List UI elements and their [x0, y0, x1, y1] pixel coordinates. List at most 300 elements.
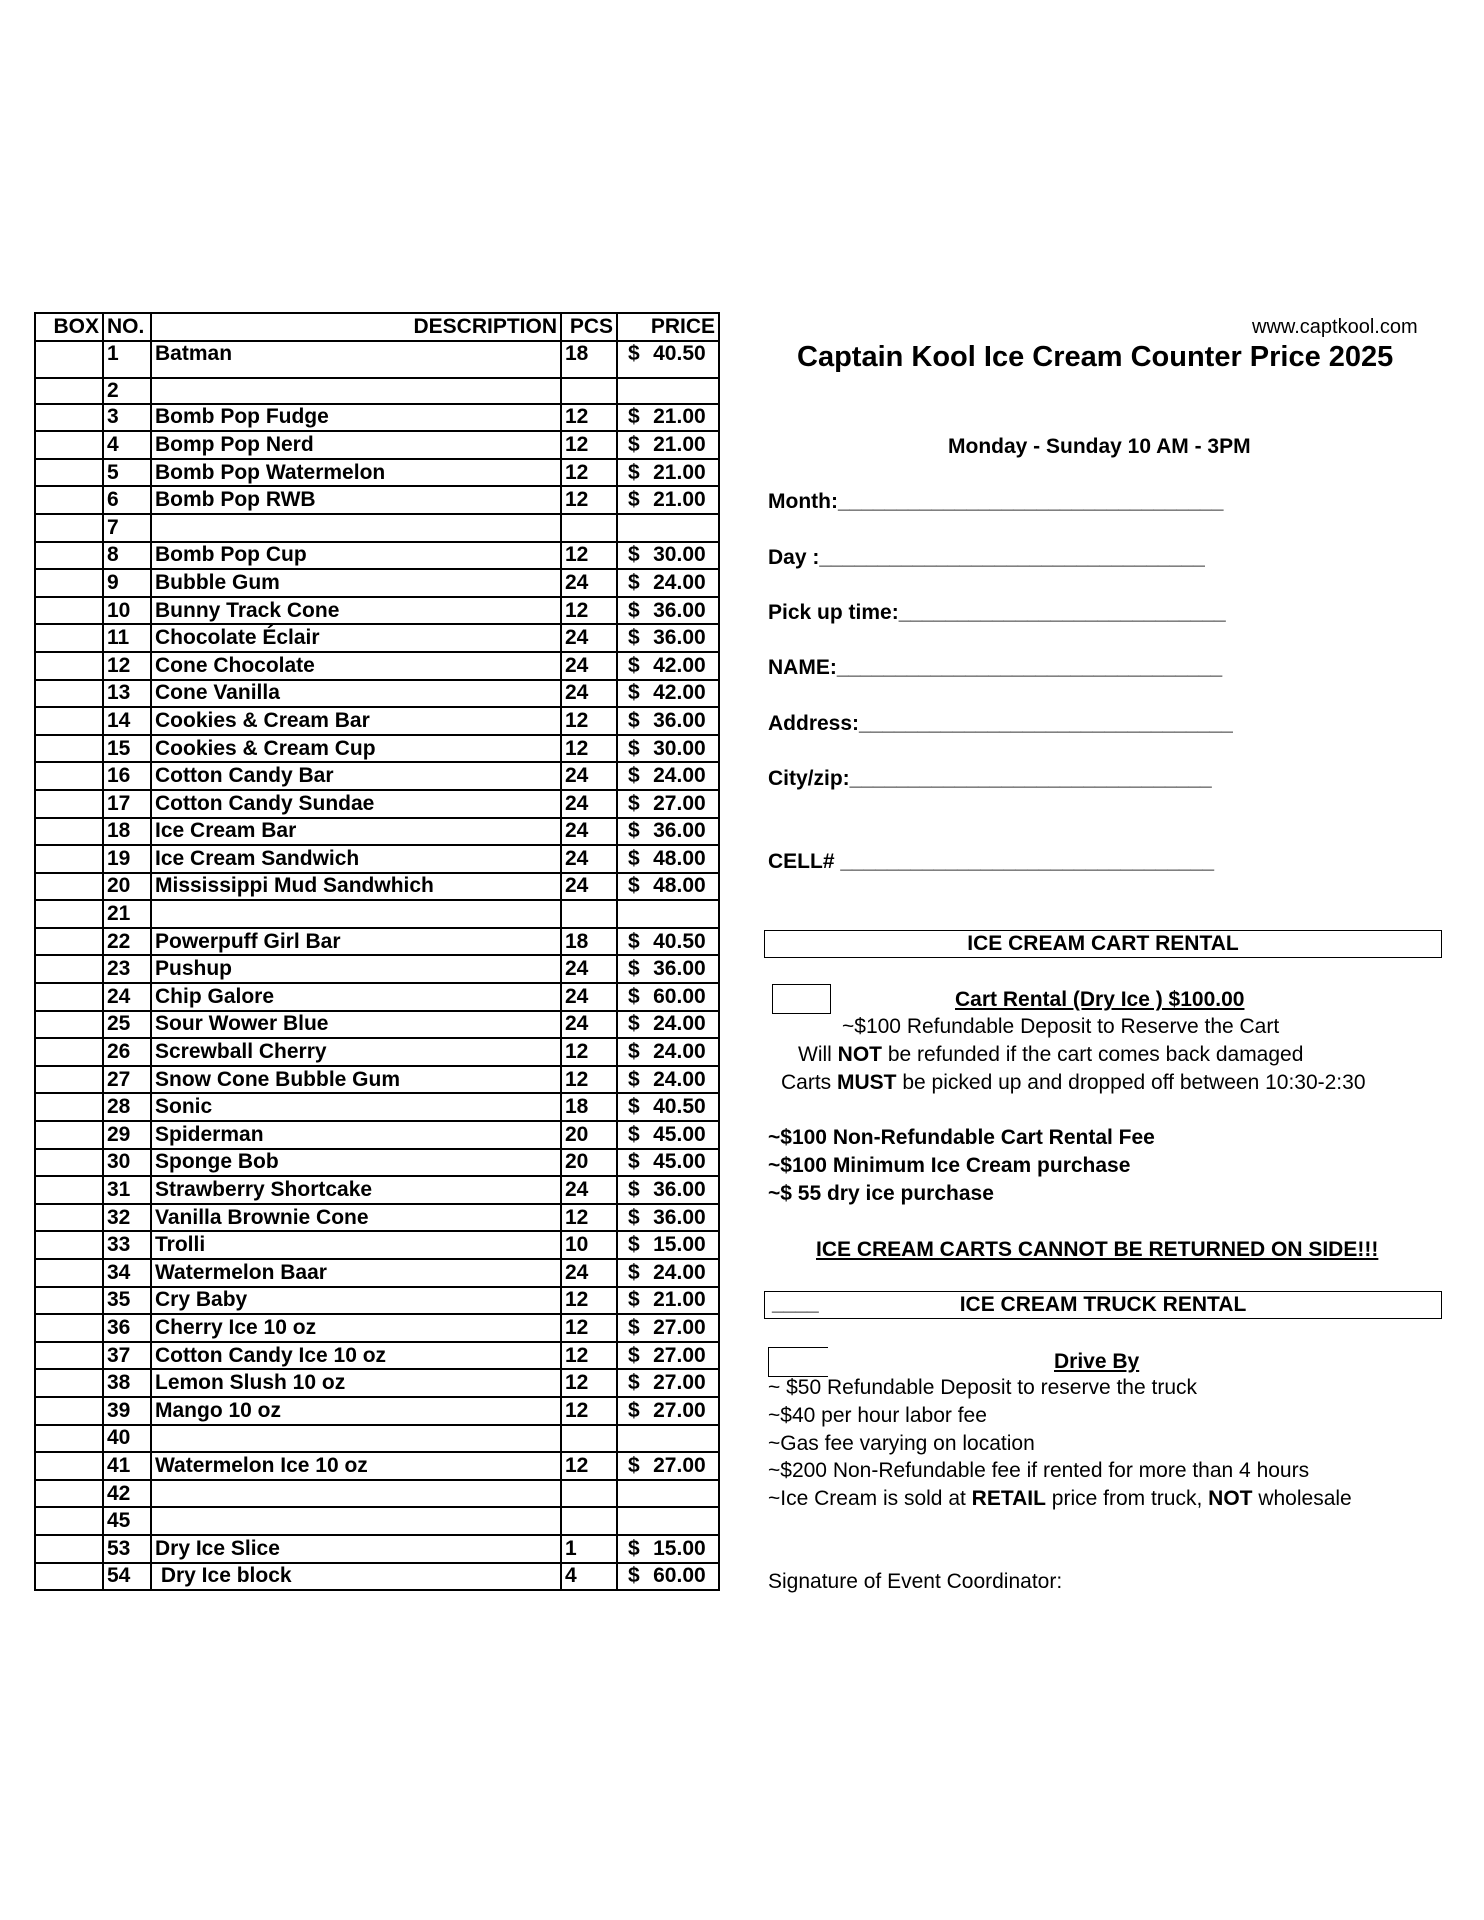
cell-description: Trolli: [151, 1231, 561, 1259]
price-amount: 15.00: [653, 1233, 706, 1257]
header-description: DESCRIPTION: [151, 313, 561, 341]
cell-price: [617, 928, 719, 956]
cell-box[interactable]: [35, 459, 103, 487]
cell-pcs: 12: [561, 707, 617, 735]
cell-pcs: 18: [561, 1093, 617, 1121]
table-row: [35, 1563, 719, 1591]
price-currency: $: [628, 570, 640, 594]
cell-box[interactable]: [35, 1204, 103, 1232]
price-currency: $: [628, 1343, 640, 1367]
cell-box[interactable]: [35, 928, 103, 956]
cell-description: Strawberry Shortcake: [151, 1176, 561, 1204]
cell-pcs: [561, 1507, 617, 1535]
truck-retail-d: NOT: [1208, 1487, 1253, 1510]
price-currency: $: [628, 984, 640, 1008]
cityzip-field[interactable]: City/zip:_______________________________: [768, 767, 1212, 790]
cell-box[interactable]: [35, 1121, 103, 1149]
price-currency: $: [628, 1122, 640, 1146]
cell-no: 35: [103, 1287, 151, 1315]
cell-description: Sour Wower Blue: [151, 1011, 561, 1039]
cell-box[interactable]: [35, 1259, 103, 1287]
truck-blank-line[interactable]: ____: [772, 1292, 819, 1315]
cart-pickup-bold: MUST: [837, 1071, 897, 1094]
hours: Monday - Sunday 10 AM - 3PM: [948, 435, 1251, 458]
table-row: [35, 873, 719, 901]
truck-retail-line: [768, 1487, 1352, 1511]
price-currency: $: [628, 488, 640, 512]
cell-no: 16: [103, 762, 151, 790]
cell-box[interactable]: [35, 542, 103, 570]
cell-box[interactable]: [35, 1038, 103, 1066]
cell-price: [617, 1314, 719, 1342]
price-currency: $: [628, 1260, 640, 1284]
price-table: [34, 312, 720, 1591]
table-row: [35, 1011, 719, 1039]
cell-box[interactable]: [35, 983, 103, 1011]
cell-box[interactable]: [35, 514, 103, 542]
cell-box[interactable]: [35, 1011, 103, 1039]
cell-description: Pushup: [151, 955, 561, 983]
price-currency: $: [628, 736, 640, 760]
price-currency: $: [628, 626, 640, 650]
cell-box[interactable]: [35, 1369, 103, 1397]
cell-box[interactable]: [35, 341, 103, 378]
price-amount: 45.00: [653, 1122, 706, 1146]
cell-box[interactable]: [35, 818, 103, 846]
table-row: [35, 1287, 719, 1315]
cell-pcs: 24: [561, 1259, 617, 1287]
price-currency: $: [628, 1205, 640, 1229]
cell-pcs: 18: [561, 928, 617, 956]
price-currency: $: [628, 764, 640, 788]
truck-deposit-line: ~ $50 Refundable Deposit to reserve the truck: [768, 1376, 1198, 1399]
cell-pcs: 24: [561, 569, 617, 597]
truck-hours-fee-line: ~$200 Non-Refundable fee if rented for more than 4 hours: [768, 1459, 1310, 1482]
cell-box[interactable]: [35, 597, 103, 625]
cell-no: 41: [103, 1452, 151, 1480]
cell-no: 23: [103, 955, 151, 983]
cell-no: 21: [103, 900, 151, 928]
price-currency: $: [628, 1012, 640, 1036]
price-currency: $: [628, 1178, 640, 1202]
price-currency: $: [628, 1398, 640, 1422]
cell-pcs: 24: [561, 818, 617, 846]
cell-box[interactable]: [35, 1425, 103, 1453]
cell-no: 42: [103, 1480, 151, 1508]
table-row: [35, 1369, 719, 1397]
cart-damage-post: be refunded if the cart comes back damaged: [881, 1043, 1304, 1066]
cell-pcs: [561, 1480, 617, 1508]
cell-pcs: 24: [561, 983, 617, 1011]
price-amount: 27.00: [653, 1371, 706, 1395]
table-row: [35, 735, 719, 763]
cell-no: 29: [103, 1121, 151, 1149]
cell-box[interactable]: [35, 1535, 103, 1563]
cell-no: 3: [103, 404, 151, 432]
price-amount: 21.00: [653, 432, 706, 456]
cell-pcs: 24: [561, 845, 617, 873]
cell-box[interactable]: [35, 762, 103, 790]
cell-description: Powerpuff Girl Bar: [151, 928, 561, 956]
price-currency: $: [628, 1288, 640, 1312]
price-currency: $: [628, 957, 640, 981]
cell-description: Chip Galore: [151, 983, 561, 1011]
cell-pcs: [561, 378, 617, 404]
cell-pcs: 24: [561, 790, 617, 818]
cell-price: [617, 341, 719, 378]
cell-pcs: 12: [561, 597, 617, 625]
cell-box[interactable]: [35, 955, 103, 983]
price-currency: $: [628, 1150, 640, 1174]
price-currency: $: [628, 681, 640, 705]
cart-warning: ICE CREAM CARTS CANNOT BE RETURNED ON SIDE!!!: [816, 1238, 1379, 1261]
cell-price: [617, 1176, 719, 1204]
cell-box[interactable]: [35, 1480, 103, 1508]
cell-description: Dry Ice block: [151, 1563, 561, 1591]
cell-no: 27: [103, 1066, 151, 1094]
price-amount: 45.00: [653, 1150, 706, 1174]
cell-no: 33: [103, 1231, 151, 1259]
cell-pcs: 24: [561, 680, 617, 708]
cell-price: [617, 597, 719, 625]
cell-price: [617, 1149, 719, 1177]
cell-box[interactable]: [35, 680, 103, 708]
cell-price: [617, 1369, 719, 1397]
cell-pcs: 24: [561, 652, 617, 680]
cell-no: 9: [103, 569, 151, 597]
cell-description: Cry Baby: [151, 1287, 561, 1315]
price-amount: 21.00: [653, 488, 706, 512]
cell-pcs: 12: [561, 1397, 617, 1425]
cell-description: Cookies & Cream Bar: [151, 707, 561, 735]
table-row: [35, 1259, 719, 1287]
name-field[interactable]: NAME:_________________________________: [768, 656, 1223, 679]
price-amount: 24.00: [653, 764, 706, 788]
price-amount: 60.00: [653, 984, 706, 1008]
cell-no: 38: [103, 1369, 151, 1397]
cell-no: 6: [103, 486, 151, 514]
cell-description: Bomb Pop Watermelon: [151, 459, 561, 487]
cell-no: 4: [103, 431, 151, 459]
cell-no: 12: [103, 652, 151, 680]
cell-pcs: 12: [561, 486, 617, 514]
price-amount: 40.50: [653, 341, 706, 365]
truck-drive-by-option: Drive By: [1054, 1350, 1140, 1373]
cell-description: Spiderman: [151, 1121, 561, 1149]
cell-box[interactable]: [35, 1176, 103, 1204]
price-currency: $: [628, 598, 640, 622]
cell-pcs: 24: [561, 955, 617, 983]
cell-no: 22: [103, 928, 151, 956]
cell-description: Lemon Slush 10 oz: [151, 1369, 561, 1397]
cell-price: [617, 790, 719, 818]
cell-description: Cotton Candy Sundae: [151, 790, 561, 818]
price-amount: 24.00: [653, 570, 706, 594]
cell-description: Watermelon Ice 10 oz: [151, 1452, 561, 1480]
cell-box[interactable]: [35, 624, 103, 652]
cell-box[interactable]: [35, 1149, 103, 1177]
cell-price: [617, 873, 719, 901]
cell-price: [617, 818, 719, 846]
cell-no: 32: [103, 1204, 151, 1232]
cell-price: [617, 486, 719, 514]
cell-description: [151, 900, 561, 928]
cell-box[interactable]: [35, 707, 103, 735]
price-currency: $: [628, 1040, 640, 1064]
cell-pcs: 24: [561, 1176, 617, 1204]
cell-price: [617, 404, 719, 432]
cell-pcs: 20: [561, 1121, 617, 1149]
cell-box[interactable]: [35, 1342, 103, 1370]
cell-box[interactable]: [35, 1452, 103, 1480]
table-row: [35, 1342, 719, 1370]
price-amount: 27.00: [653, 1315, 706, 1339]
table-row: [35, 1397, 719, 1425]
price-amount: 30.00: [653, 736, 706, 760]
cell-description: Bomp Pop Nerd: [151, 431, 561, 459]
cell-pcs: 20: [561, 1149, 617, 1177]
price-amount: 42.00: [653, 681, 706, 705]
cart-damage-pre: Will: [798, 1043, 838, 1066]
cell-pcs: 12: [561, 1066, 617, 1094]
cart-deposit-line: ~$100 Refundable Deposit to Reserve the Cart: [842, 1015, 1280, 1038]
table-body: [35, 341, 719, 1591]
table-row: [35, 790, 719, 818]
price-amount: 27.00: [653, 791, 706, 815]
cell-description: Vanilla Brownie Cone: [151, 1204, 561, 1232]
cell-no: 36: [103, 1314, 151, 1342]
cell-no: 53: [103, 1535, 151, 1563]
price-currency: $: [628, 405, 640, 429]
price-amount: 24.00: [653, 1012, 706, 1036]
signature-line[interactable]: Signature of Event Coordinator:: [768, 1570, 1063, 1593]
cart-rental-checkbox[interactable]: [772, 984, 831, 1014]
price-currency: $: [628, 1536, 640, 1560]
price-amount: 36.00: [653, 957, 706, 981]
cell-price: [617, 1093, 719, 1121]
price-amount: 36.00: [653, 626, 706, 650]
cell-box[interactable]: [35, 900, 103, 928]
cart-fee-2: ~$100 Minimum Ice Cream purchase: [768, 1154, 1131, 1177]
cell-price: [617, 514, 719, 542]
price-amount: 21.00: [653, 460, 706, 484]
cell-box[interactable]: [35, 569, 103, 597]
table-row: [35, 1314, 719, 1342]
cell-no: 30: [103, 1149, 151, 1177]
cell-pcs: 12: [561, 542, 617, 570]
table-row: [35, 1535, 719, 1563]
cell-price: [617, 1011, 719, 1039]
truck-drive-by-checkbox[interactable]: [768, 1347, 828, 1377]
truck-retail-e: wholesale: [1252, 1487, 1352, 1510]
cell-no: 1: [103, 341, 151, 378]
cell-description: Sponge Bob: [151, 1149, 561, 1177]
price-amount: 15.00: [653, 1536, 706, 1560]
cell-price: [617, 431, 719, 459]
cell-price: [617, 1231, 719, 1259]
price-amount: 30.00: [653, 543, 706, 567]
cell-box[interactable]: [35, 431, 103, 459]
truck-gas-line: ~Gas fee varying on location: [768, 1432, 1035, 1455]
cell-no: 31: [103, 1176, 151, 1204]
cell-pcs: 1: [561, 1535, 617, 1563]
cell-price: [617, 1121, 719, 1149]
table-row: [35, 1425, 719, 1453]
cell-no: 19: [103, 845, 151, 873]
cell-box[interactable]: [35, 1563, 103, 1591]
cell-box[interactable]: [35, 790, 103, 818]
cell-price: [617, 707, 719, 735]
cart-pickup-pre: Carts: [781, 1071, 838, 1094]
cell-no: 39: [103, 1397, 151, 1425]
price-amount: 40.50: [653, 929, 706, 953]
cell-description: Dry Ice Slice: [151, 1535, 561, 1563]
price-currency: $: [628, 1564, 640, 1588]
page-title: Captain Kool Ice Cream Counter Price 2025: [797, 341, 1394, 373]
cell-no: 18: [103, 818, 151, 846]
day-field[interactable]: Day :_________________________________: [768, 546, 1205, 569]
cell-box[interactable]: [35, 1093, 103, 1121]
cell-description: Bubble Gum: [151, 569, 561, 597]
header-pcs: PCS: [561, 313, 617, 341]
price-amount: 40.50: [653, 1095, 706, 1119]
cell-box[interactable]: [35, 1507, 103, 1535]
cart-rental-option: Cart Rental (Dry Ice ) $100.00: [955, 988, 1245, 1011]
cell-price: [617, 1342, 719, 1370]
cell-box[interactable]: [35, 486, 103, 514]
table-row: [35, 569, 719, 597]
price-currency: $: [628, 1067, 640, 1091]
cell-box[interactable]: [35, 1314, 103, 1342]
table-row: [35, 1204, 719, 1232]
truck-retail-a: ~Ice Cream is sold at: [768, 1487, 972, 1510]
price-amount: 27.00: [653, 1398, 706, 1422]
cell-field[interactable]: CELL# ________________________________: [768, 850, 1215, 873]
cell-price: [617, 900, 719, 928]
cell-no: 45: [103, 1507, 151, 1535]
cell-pcs: 12: [561, 1287, 617, 1315]
cell-price: [617, 378, 719, 404]
price-amount: 24.00: [653, 1260, 706, 1284]
website: www.captkool.com: [1252, 316, 1418, 338]
table-row: [35, 1452, 719, 1480]
cell-price: [617, 1038, 719, 1066]
price-currency: $: [628, 1453, 640, 1477]
cell-description: Cookies & Cream Cup: [151, 735, 561, 763]
cell-price: [617, 1066, 719, 1094]
cell-description: Ice Cream Sandwich: [151, 845, 561, 873]
table-row: [35, 1066, 719, 1094]
cell-description: Sonic: [151, 1093, 561, 1121]
cell-pcs: 12: [561, 459, 617, 487]
table-row: [35, 378, 719, 404]
cell-no: 2: [103, 378, 151, 404]
cart-pickup-line: [781, 1071, 1366, 1095]
price-currency: $: [628, 460, 640, 484]
cell-price: [617, 1204, 719, 1232]
cell-box[interactable]: [35, 1231, 103, 1259]
price-amount: 36.00: [653, 1178, 706, 1202]
cell-box[interactable]: [35, 378, 103, 404]
cell-box[interactable]: [35, 1066, 103, 1094]
table-row: [35, 1231, 719, 1259]
cell-no: 14: [103, 707, 151, 735]
cart-pickup-post: be picked up and dropped off between 10:30-2:30: [896, 1071, 1366, 1094]
cell-pcs: 12: [561, 1342, 617, 1370]
cell-box[interactable]: [35, 404, 103, 432]
pickup-time-field[interactable]: Pick up time:____________________________: [768, 601, 1226, 624]
table-row: [35, 1149, 719, 1177]
cell-no: 25: [103, 1011, 151, 1039]
cell-price: [617, 983, 719, 1011]
header-box: BOX: [35, 313, 103, 341]
cell-box[interactable]: [35, 735, 103, 763]
table-row: [35, 404, 719, 432]
cell-price: [617, 1535, 719, 1563]
price-currency: $: [628, 432, 640, 456]
truck-retail-b: RETAIL: [971, 1487, 1046, 1510]
cell-price: [617, 1425, 719, 1453]
cell-description: [151, 1507, 561, 1535]
address-field[interactable]: Address:________________________________: [768, 712, 1233, 735]
cell-box[interactable]: [35, 652, 103, 680]
table-row: [35, 597, 719, 625]
cell-price: [617, 845, 719, 873]
price-amount: 36.00: [653, 1205, 706, 1229]
cell-price: [617, 624, 719, 652]
cell-price: [617, 762, 719, 790]
cell-box[interactable]: [35, 873, 103, 901]
cell-price: [617, 1563, 719, 1591]
table-row: [35, 1093, 719, 1121]
cell-description: [151, 378, 561, 404]
cell-price: [617, 680, 719, 708]
table-row: [35, 1176, 719, 1204]
cart-damage-bold: NOT: [837, 1043, 882, 1066]
month-field[interactable]: Month:_________________________________: [768, 490, 1224, 513]
cell-price: [617, 1507, 719, 1535]
table-row: [35, 818, 719, 846]
cell-price: [617, 735, 719, 763]
price-amount: 48.00: [653, 846, 706, 870]
cell-description: [151, 514, 561, 542]
cell-no: 34: [103, 1259, 151, 1287]
cell-price: [617, 652, 719, 680]
table-row: [35, 900, 719, 928]
table-row: [35, 928, 719, 956]
cell-description: Cotton Candy Ice 10 oz: [151, 1342, 561, 1370]
price-currency: $: [628, 874, 640, 898]
cart-damage-line: [798, 1043, 1303, 1067]
cell-price: [617, 1259, 719, 1287]
cell-price: [617, 542, 719, 570]
price-amount: 36.00: [653, 598, 706, 622]
cart-fee-3: ~$ 55 dry ice purchase: [768, 1182, 994, 1205]
price-currency: $: [628, 708, 640, 732]
truck-retail-c: price from truck,: [1045, 1487, 1209, 1510]
price-amount: 27.00: [653, 1343, 706, 1367]
cart-fee-1: ~$100 Non-Refundable Cart Rental Fee: [768, 1126, 1155, 1149]
cell-description: Cotton Candy Bar: [151, 762, 561, 790]
cell-description: Bunny Track Cone: [151, 597, 561, 625]
cell-box[interactable]: [35, 845, 103, 873]
cell-pcs: 4: [561, 1563, 617, 1591]
price-amount: 48.00: [653, 874, 706, 898]
cell-box[interactable]: [35, 1287, 103, 1315]
cell-box[interactable]: [35, 1397, 103, 1425]
cell-description: Mango 10 oz: [151, 1397, 561, 1425]
cell-pcs: 12: [561, 1204, 617, 1232]
